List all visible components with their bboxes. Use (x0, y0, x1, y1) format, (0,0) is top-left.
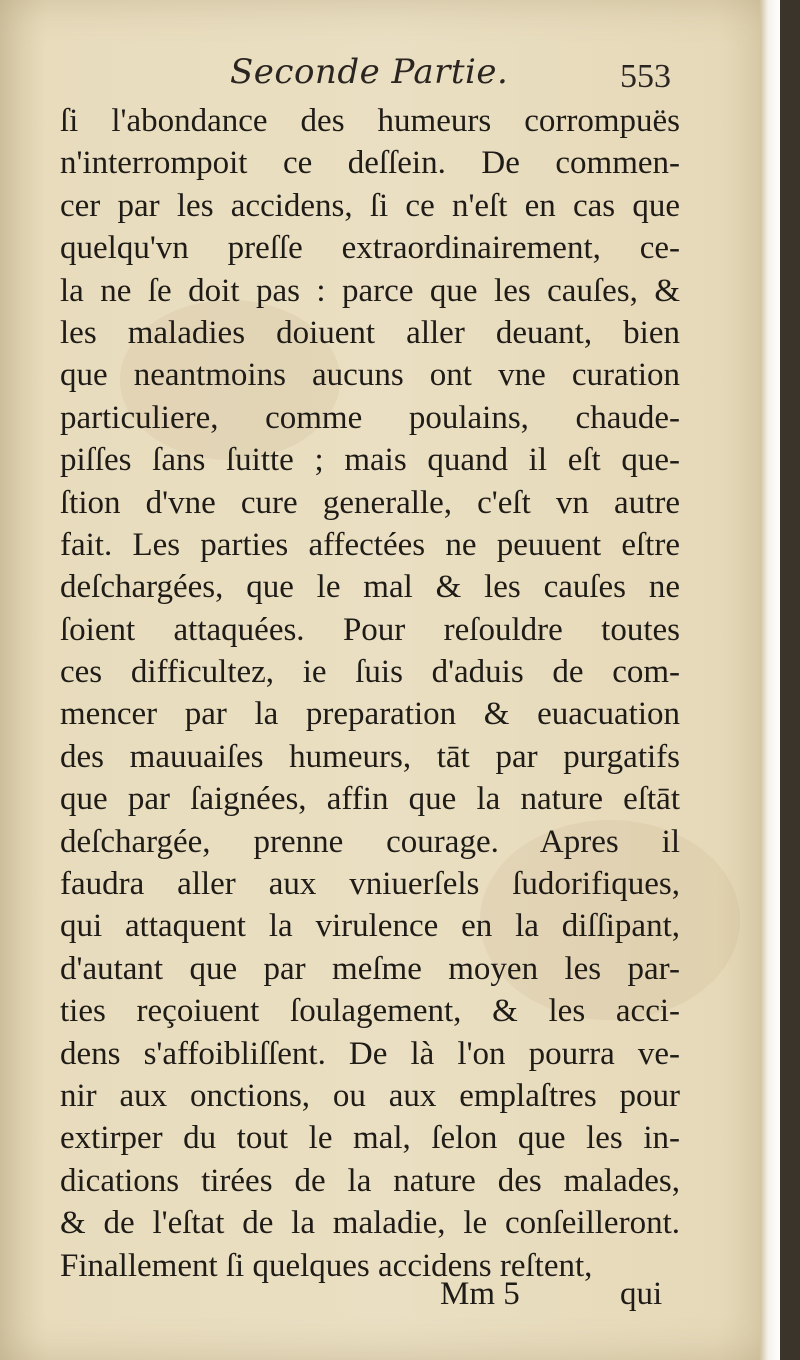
text-line: extirper du tout le mal, ſelon que les in- (60, 1120, 680, 1157)
text-line: la ne ſe doit pas : parce que les cauſes, & (60, 272, 680, 309)
text-line: faudra aller aux vniuerſels ſudorifiques, (60, 866, 680, 903)
text-line: deſchargées, que le mal & les cauſes ne (60, 569, 680, 606)
text-line: deſchargée, prenne courage. Apres il (60, 823, 680, 860)
text-line: que par ſaignées, affin que la nature eſtāt (60, 781, 680, 818)
text-line: nir aux onctions, ou aux emplaſtres pour (60, 1077, 680, 1114)
text-line: cer par les accidens, ſi ce n'eſt en cas que (60, 187, 680, 224)
text-line: Finallement ſi quelques accidens reſtent, (60, 1247, 593, 1284)
page-edge (760, 0, 780, 1360)
text-line: dens s'affoibliſſent. De là l'on pourra ve- (60, 1035, 680, 1072)
text-line: n'interrompoit ce deſſein. De commen- (60, 145, 680, 182)
text-line: des mauuaiſes humeurs, tāt par purgatifs (60, 738, 680, 775)
text-line: particuliere, comme poulains, chaude- (60, 399, 680, 436)
text-line: ces difficultez, ie ſuis d'aduis de com- (60, 654, 680, 691)
text-line: & de l'eſtat de la maladie, le conſeilleront. (60, 1205, 680, 1242)
text-line: d'autant que par meſme moyen les par- (60, 950, 680, 987)
text-line: dications tirées de la nature des malades, (60, 1162, 680, 1199)
text-line: ties reçoiuent ſoulagement, & les acci- (60, 993, 680, 1030)
text-line: fait. Les parties affectées ne peuuent eſtre (60, 526, 680, 563)
text-line: quelqu'vn preſſe extraordinairement, ce- (60, 230, 680, 267)
body-text (60, 100, 680, 1287)
text-line: les maladies doiuent aller deuant, bien (60, 314, 680, 351)
text-line: que neantmoins aucuns ont vne curation (60, 357, 680, 394)
text-line: ſi l'abondance des humeurs corrompuës (60, 103, 680, 139)
signature-mark: Mm 5 (440, 1276, 520, 1312)
text-line: ſoient attaquées. Pour reſouldre toutes (60, 611, 680, 648)
page-number: 553 (620, 58, 671, 95)
text-line: piſſes ſans ſuitte ; mais quand il eſt que- (60, 442, 680, 479)
text-line: qui attaquent la virulence en la diſſipant, (60, 908, 680, 945)
text-line: mencer par la preparation & euacuation (60, 696, 680, 733)
catchword: qui (620, 1276, 663, 1312)
text-line: ſtion d'vne cure generalle, c'eſt vn autre (60, 484, 680, 521)
running-head: Seconde Partie. (230, 52, 509, 92)
